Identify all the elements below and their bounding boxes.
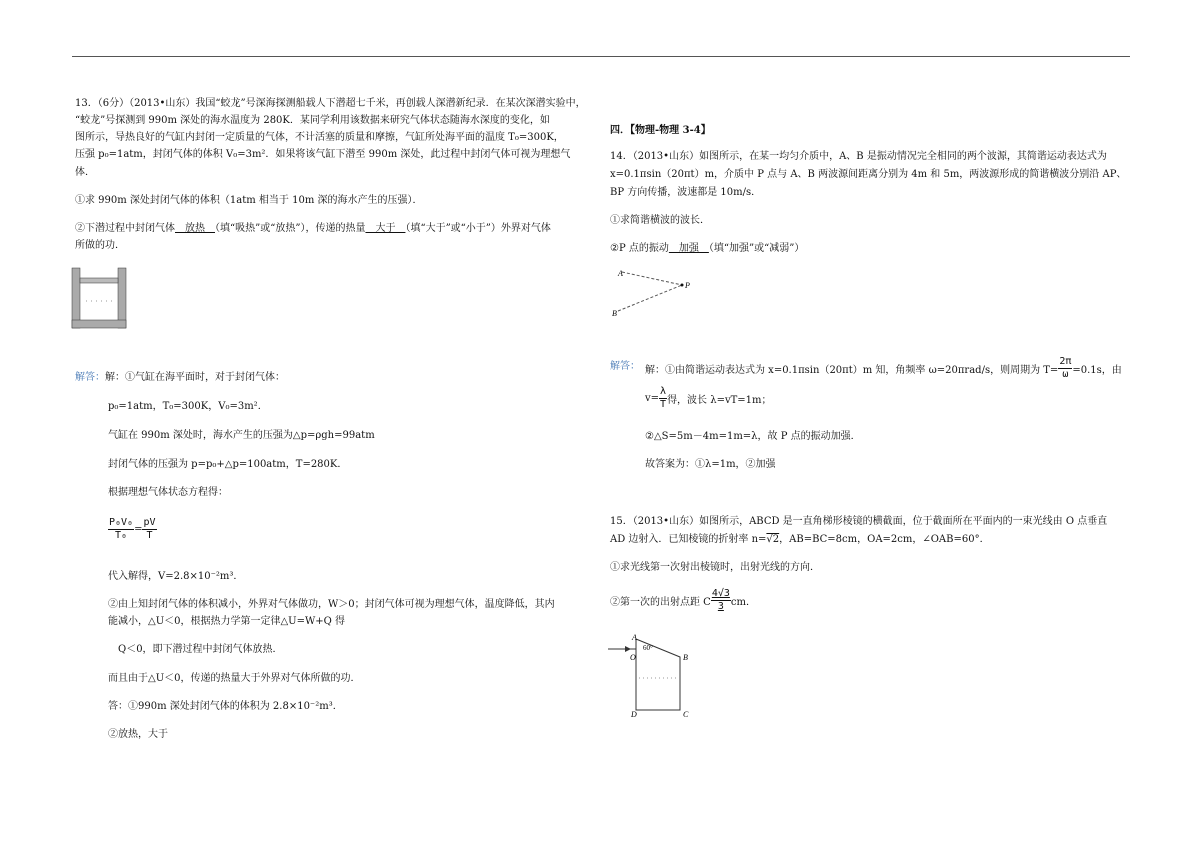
a14-step1-tail: =0.1s，由 <box>1072 365 1122 376</box>
q13-part2-cont: 所做的功． <box>75 240 125 251</box>
q14-part2-text-b: （填“加强”或“减弱”） <box>708 243 805 254</box>
q13-line1: 13．（6分）（2013•山东）我国“蛟龙”号深海探测船载人下潜超七千米，再创载人深潜新纪录．在某次深潜实验中， <box>75 98 586 109</box>
cylinder-left-wall <box>72 268 80 328</box>
label-B: B <box>683 653 688 662</box>
label-C: C <box>683 710 689 719</box>
cylinder-bottom <box>72 320 126 328</box>
label-B: B <box>612 309 617 318</box>
piston <box>80 278 118 283</box>
eq-lhs <box>108 517 134 542</box>
answer-label: 解答： <box>610 361 640 372</box>
a13-step12: ②放热，大于 <box>108 729 168 740</box>
q13-blank-1: 放热 <box>175 223 215 234</box>
label-O: O <box>630 653 636 662</box>
a13-step5: 根据理想气体状态方程得： <box>108 487 228 498</box>
speed-fraction <box>659 386 667 411</box>
eq-lhs-num: P₀V₀ <box>109 517 134 528</box>
a13-step10: 而且由于△U＜0，传递的热量大于外界对气体所做的功． <box>108 673 361 684</box>
section-heading: 四．【物理-物理 3-4】 <box>610 125 711 136</box>
line-BP <box>618 285 682 311</box>
q14-line2: x=0.1πsin（20πt）m，介质中 P 点与 A、B 两波源间距离分别为 4m 和 5m，两波源形成的简谐横波分别沿 AP、 <box>610 169 1127 180</box>
q13-part2-text-b: （填“吸热”或“放热”），传递的热量 <box>215 223 366 234</box>
a13-step6: 代入解得，V=2.8×10⁻²m³． <box>108 571 244 582</box>
a14-step4: 故答案为：①λ=1m，②加强 <box>645 459 776 470</box>
q13-part2-text-a: ②下潜过程中封闭气体 <box>75 223 175 234</box>
speed-frac-num: λ <box>660 386 667 397</box>
label-D: D <box>631 710 637 719</box>
q15-part1: ①求光线第一次射出棱镜时，出射光线的方向． <box>610 562 820 573</box>
a13-step7: ②由上知封闭气体的体积减小，外界对气体做功，W＞0；封闭气体可视为理想气体，温度降低，其内 <box>108 599 555 610</box>
label-P: P <box>685 281 690 290</box>
label-A: A <box>618 269 623 278</box>
q13-part2 <box>75 222 551 236</box>
a14-step1 <box>645 356 1122 381</box>
q15-part2 <box>610 588 756 613</box>
q15-line1: 15．（2013•山东）如图所示，ABCD 是一直角梯形棱镜的横截面，位于截面所在平面内的一束光线由 O 点垂直 <box>610 516 1108 527</box>
a13-step9: Q＜0，即下潜过程中封闭气体放热． <box>118 644 283 655</box>
eq-rhs <box>142 517 156 542</box>
q15-frac-num: 4√3 <box>711 588 730 599</box>
period-frac-num: 2π <box>1059 356 1072 367</box>
q13-line5: 体． <box>75 167 95 178</box>
a13-step4: 封闭气体的压强为 p=p₀+△p=100atm，T=280K． <box>108 459 348 470</box>
eq-lhs-den: T₀ <box>115 530 128 541</box>
line-AP <box>622 272 682 285</box>
q14-blank: 加强 <box>668 243 709 254</box>
eq-rhs-num: pV <box>143 517 156 528</box>
period-fraction <box>1058 356 1072 381</box>
point-P <box>681 284 684 287</box>
q13-line3: 图所示，导热良好的气缸内封闭一定质量的气体，不计活塞的质量和摩擦，气缸所处海平面的温度 T₀=300K， <box>75 132 564 143</box>
label-A: A <box>632 633 637 642</box>
q13-line2: “蛟龙”号探测到 990m 深处的海水温度为 280K．某同学利用该数据来研究气体状态随海水深度的变化，如 <box>75 115 550 126</box>
a13-line1 <box>75 371 285 385</box>
q14-part2 <box>610 242 804 256</box>
q13-line4: 压强 p₀=1atm，封闭气体的体积 V₀=3m²．如果将该气缸下潜至 990m 深处，此过程中封闭气体可视为理想气 <box>75 149 571 160</box>
q14-line1: 14．（2013•山东）如图所示，在某一均匀介质中，A、B 是振动情况完全相同的两个波源，其简谐运动表达式为 <box>610 151 1107 162</box>
q14-part1: ①求简谐横波的波长． <box>610 215 710 226</box>
q15-part2-text-b: cm． <box>730 597 756 608</box>
a13-step1: 解：①气缸在海平面时，对于封闭气体： <box>105 372 285 383</box>
wave-sources-figure <box>612 266 692 318</box>
a13-step8: 能减小，△U＜0，根据热力学第一定律△U=W+Q 得 <box>108 616 346 627</box>
q15-line2-text-a: AD 边射入．已知棱镜的折射率 n= <box>610 534 767 545</box>
speed-frac-den: T <box>660 399 667 410</box>
q13-part1: ①求 990m 深处封闭气体的体积（1atm 相当于 10m 深的海水产生的压强）． <box>75 195 423 206</box>
a13-step11: 答：①990m 深处封闭气体的体积为 2.8×10⁻²m³． <box>108 701 343 712</box>
q13-part2-text-c: （填“大于”或“小于”）外界对气体 <box>405 223 551 234</box>
cylinder-figure <box>72 268 126 330</box>
eq-rhs-den: T <box>146 530 153 541</box>
q14-part2-text-a: ②P 点的振动 <box>610 243 669 254</box>
q15-line2-text-b: ，AB=BC=8cm，OA=2cm，∠OAB=60°． <box>779 534 990 545</box>
q14-line3: BP 方向传播，波速都是 10m/s． <box>610 187 762 198</box>
a14-step2 <box>645 386 772 411</box>
prism-figure <box>603 632 703 722</box>
q13-blank-2: 大于 <box>365 223 406 234</box>
gas-law-equation: $\frac{\text{P₀V₀}}{\text{T₀}}$ = $\frac{pV}{T}$ <box>109 517 156 541</box>
a13-step2: p₀=1atm，T₀=300K，V₀=3m²． <box>108 401 268 412</box>
a14-step1-text: 解：①由简谐运动表达式为 x=0.1πsin（20πt）m 知，角频率 ω=20πrad/s，则周期为 T= <box>645 365 1059 376</box>
label-angle: 60° <box>643 644 653 652</box>
q15-root: √2 <box>766 534 780 545</box>
ray-arrow <box>625 646 631 652</box>
header-rule <box>72 56 1130 57</box>
a14-line1 <box>610 357 640 372</box>
q15-blank-fraction <box>711 588 731 613</box>
a14-step2-v: v= <box>645 393 660 404</box>
a14-step3: ②△S=5m－4m=1m=λ，故 P 点的振动加强． <box>645 431 861 442</box>
q15-part2-text-a: ②第一次的出射点距 C <box>610 597 711 608</box>
q15-frac-den: 3 <box>717 601 724 612</box>
answer-label: 解答： <box>75 372 105 383</box>
a13-step3: 气缸在 990m 深处时，海水产生的压强为△p=ρgh=99atm <box>108 430 375 441</box>
q15-line2 <box>610 533 990 547</box>
cylinder-right-wall <box>118 268 126 328</box>
period-frac-den: ω <box>1062 369 1069 380</box>
a14-step2-tail: 得，波长 λ=vT=1m； <box>667 395 772 406</box>
